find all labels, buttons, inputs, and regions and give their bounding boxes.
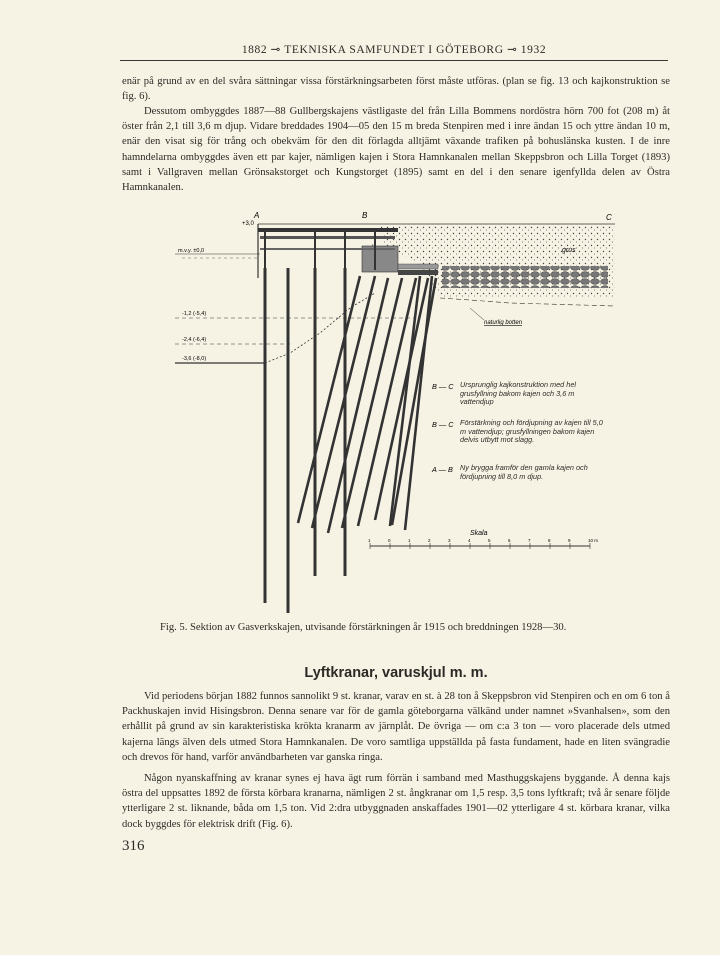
legend-key-1: B — C bbox=[432, 382, 454, 391]
scale-tick-label: 10 m bbox=[588, 538, 599, 543]
legend-key-2: B — C bbox=[432, 420, 454, 429]
running-header: 1882 ⊸ TEKNISKA SAMFUNDET I GÖTEBORG ⊸ 1932 bbox=[241, 44, 547, 56]
paragraph-3: Vid periodens början 1882 funnos sannolikt 9 st. kranar, varav en st. à 28 ton å Skeppsbron vid Stenpiren och en om 6 ton å Packhuskajen invid Hisingsbron. Denna senare var för de gamla göteborgarna välkänd under namnet »Svanhalsen», som den erhållit på grund av sin karakteristiska krökta kranarm av järnplåt. De övriga — om c:a 3 ton — voro placerade dels utmed kajerna längs älven dels utmed Stora Hamnkanalen. De voro samtliga uppställda på fasta fundament, hade en liten svängradie och drevos för hand, varför användbarheten var ganska ringa. bbox=[122, 691, 670, 763]
figure-legend bbox=[431, 381, 610, 500]
paragraph-1: enär på grund av en del svåra sättningar vissa förstärkningsarbeten först måste utföras. (plan se fig. 13 och kajkonstruktion se fig. 6). bbox=[122, 76, 670, 103]
scale-tick-label: 9 bbox=[568, 538, 571, 543]
label-depth-3: -3,6 (-8,0) bbox=[182, 356, 207, 362]
legend-text-1: Ursprunglig kajkonstruktion med hel grusfyllning bakom kajen och 3,6 m vattendjup bbox=[460, 381, 576, 406]
legend-key-3: A — B bbox=[432, 465, 453, 474]
label-a-top: A bbox=[254, 211, 260, 220]
raked-piles bbox=[298, 276, 436, 533]
legend-text-3: Ny brygga framför den gamla kajen och fördjupning till 8,0 m djup. bbox=[460, 464, 588, 481]
scale-tick-label: 8 bbox=[548, 538, 551, 543]
scale-title: Skala bbox=[470, 530, 488, 537]
stone-layer bbox=[442, 266, 608, 288]
label-elevation-top: +3,0 bbox=[242, 221, 254, 227]
label-natural-bottom: naturlig botten bbox=[484, 320, 523, 326]
page-number: 316 bbox=[122, 838, 145, 854]
label-depth-2: -2,4 (-6,4) bbox=[182, 337, 207, 343]
scale-tick-label: 1 bbox=[368, 538, 371, 543]
label-c-top: C bbox=[606, 213, 612, 222]
legend-text-2: Förstärkning och fördjupning av kajen till 5,0 m vattendjup; grusfyllningen bakom kajen delvis utbytt mot slagg. bbox=[460, 419, 603, 444]
figure-caption: Fig. 5. Sektion av Gasverkskajen, utvisande förstärkningen år 1915 och breddningen 1928—30. bbox=[160, 622, 567, 633]
scale-tick-label: 1 bbox=[408, 538, 411, 543]
paragraph-2: Dessutom ombyggdes 1887—88 Gullbergskajens västligaste del från Lilla Bommens nordöstra hörn 700 fot (208 m) åt öster från 2,1 till 3,6 m djup. Vidare breddades 1904—05 den 15 m breda Stenpiren med i inre ändan 15 och yttre ändan 10 m, enär den visat sig för trång och obekväm för den dit förlagda alltjämt växande trafiken på bohuslänska kusten. I de inre hamndelarna ombyggdes även ett par kajer, nämligen kajen i Stora Hamnkanalen mellan Skeppsbron och Lilla Torget (1893) samt i Vallgraven mellan Grönsakstorget och Kungstorget (1895) samt en del i den senare igenfyllda delen av Östra Hamnkanalen. bbox=[122, 106, 670, 194]
section-title: Lyftkranar, varuskjul m. m. bbox=[304, 665, 488, 681]
scale-tick-label: 3 bbox=[448, 538, 451, 543]
scale-tick-label: 0 bbox=[388, 538, 391, 543]
quay-section-drawing bbox=[170, 208, 630, 613]
label-water-level: m.v.y. ±0,0 bbox=[178, 248, 205, 254]
figure-quay-section bbox=[170, 208, 630, 613]
scale-tick-label: 2 bbox=[428, 538, 431, 543]
scale-tick-label: 7 bbox=[528, 538, 531, 543]
scale-ticks bbox=[368, 538, 598, 549]
paragraph-4: Någon nyanskaffning av kranar synes ej hava ägt rum förrän i samband med Masthuggskajens byggande. Å denna kajs östra del uppsattes 1892 de första körbara kranarna, nämligen 2 st. ångkranar om 1,5 resp. 3,5 tons lyftkraft; två år senare följde ytterligare 2 st. liknande, båda om 1,5 ton. Vid 2:dra utbyggnaden anskaffades 1901—02 ytterligare 4 st. körbara kranar, vilka dock byggdes för elektrisk drift (Fig. 6). bbox=[122, 773, 670, 830]
label-depth-1: -1,2 (-5,4) bbox=[182, 311, 207, 317]
label-grus: grus bbox=[562, 247, 576, 254]
label-b-top: B bbox=[362, 211, 368, 220]
scale-tick-label: 6 bbox=[508, 538, 511, 543]
scale-bar bbox=[368, 530, 598, 549]
header-rule bbox=[120, 60, 668, 61]
scale-tick-label: 4 bbox=[468, 538, 471, 543]
scale-tick-label: 5 bbox=[488, 538, 491, 543]
